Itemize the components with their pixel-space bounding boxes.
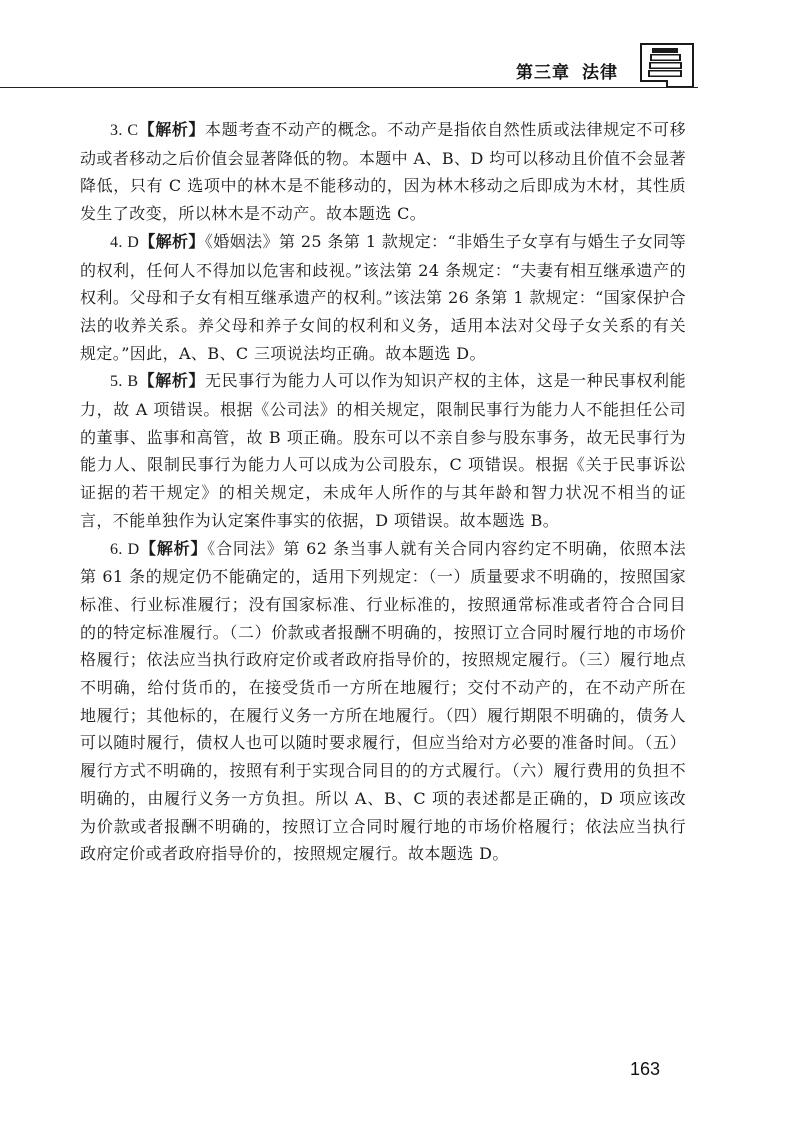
analysis-tag: 【解析】 <box>139 231 205 251</box>
header-divider <box>0 87 698 88</box>
question-number: 3. C <box>110 122 139 139</box>
explanation-paragraph <box>80 367 686 534</box>
explanation-text: 本题考查不动产的概念。不动产是指依自然性质或法律规定不可移动或者移动之后价值会显著降低的物。本题中 A、B、D 均可以移动且价值不会显著降低，只有 C 选项中的林木是不能移动的，因为林木移动之后即成为木材，其性质发生了改变，所以林木是不动产。故本题选 C。 <box>80 120 686 224</box>
explanation-paragraph <box>80 535 686 868</box>
chapter-subject: 法律 <box>582 63 618 83</box>
answer-explanations <box>80 116 686 868</box>
question-number: 5. B <box>110 373 139 391</box>
explanation-paragraph <box>80 228 686 368</box>
explanation-text: 无民事行为能力人可以作为知识产权的主体，这是一种民事权利能力，故 A 项错误。根据《公司法》的相关规定，限制民事行为能力人不能担任公司的董事、监事和高管，故 B 项正确。股东可以不亲自参与股东事务，故无民事行为能力人、限制民事行为能力人可以成为公司股东，C 项错误。根据《关于民事诉讼证据的若干规定》的相关规定，未成年人所作的与其年龄和智力状况不相当的证言，不能单独作为认定案件事实的依据，D 项错误。故本题选 B。 <box>80 371 686 530</box>
question-number: 6. D <box>110 540 140 558</box>
chapter-number: 第三章 <box>516 63 570 83</box>
explanation-text: 《婚姻法》第 25 条第 1 款规定：“非婚生子女享有与婚生子女同等的权利，任何人不得加以危害和歧视。”该法第 24 条规定：“夫妻有相互继承遗产的权利。父母和子女有相互继承遗产的权利。”该法第 26 条第 1 款规定：“国家保护合法的收养关系。养父母和养子女间的权利和义务，适用本法对父母子女关系的有关规定。”因此，A、B、C 三项说法均正确。故本题选 D。 <box>80 231 686 363</box>
analysis-tag: 【解析】 <box>138 371 206 391</box>
analysis-tag: 【解析】 <box>139 538 208 558</box>
explanation-paragraph <box>80 116 686 228</box>
question-number: 4. D <box>110 233 140 251</box>
book-stack-icon <box>638 40 696 90</box>
chapter-header <box>516 58 618 83</box>
page-number: 163 <box>630 1059 661 1079</box>
explanation-text: 《合同法》第 62 条当事人就有关合同内容约定不明确，依照本法第 61 条的规定仍不能确定的，适用下列规定：（一）质量要求不明确的，按照国家标准、行业标准履行；没有国家标准、行业标准的，按照通常标准或者符合合同目的的特定标准履行。（二）价款或者报酬不明确的，按照订立合同时履行地的市场价格履行；依法应当执行政府定价或者政府指导价的，按照规定履行。（三）履行地点不明确，给付货币的，在接受货币一方所在地履行；交付不动产的，在不动产所在地履行；其他标的，在履行义务一方所在地履行。（四）履行期限不明确的，债务人可以随时履行，债权人也可以随时要求履行，但应当给对方必要的准备时间。（五）履行方式不明确的，按照有利于实现合同目的的方式履行。（六）履行费用的负担不明确的，由履行义务一方负担。所以 A、B、C 项的表述都是正确的，D 项应该改为价款或者报酬不明确的，按照订立合同时履行地的市场价格履行；依法应当执行政府定价或者政府指导价的，按照规定履行。故本题选 D。 <box>80 538 686 864</box>
analysis-tag: 【解析】 <box>138 120 206 139</box>
